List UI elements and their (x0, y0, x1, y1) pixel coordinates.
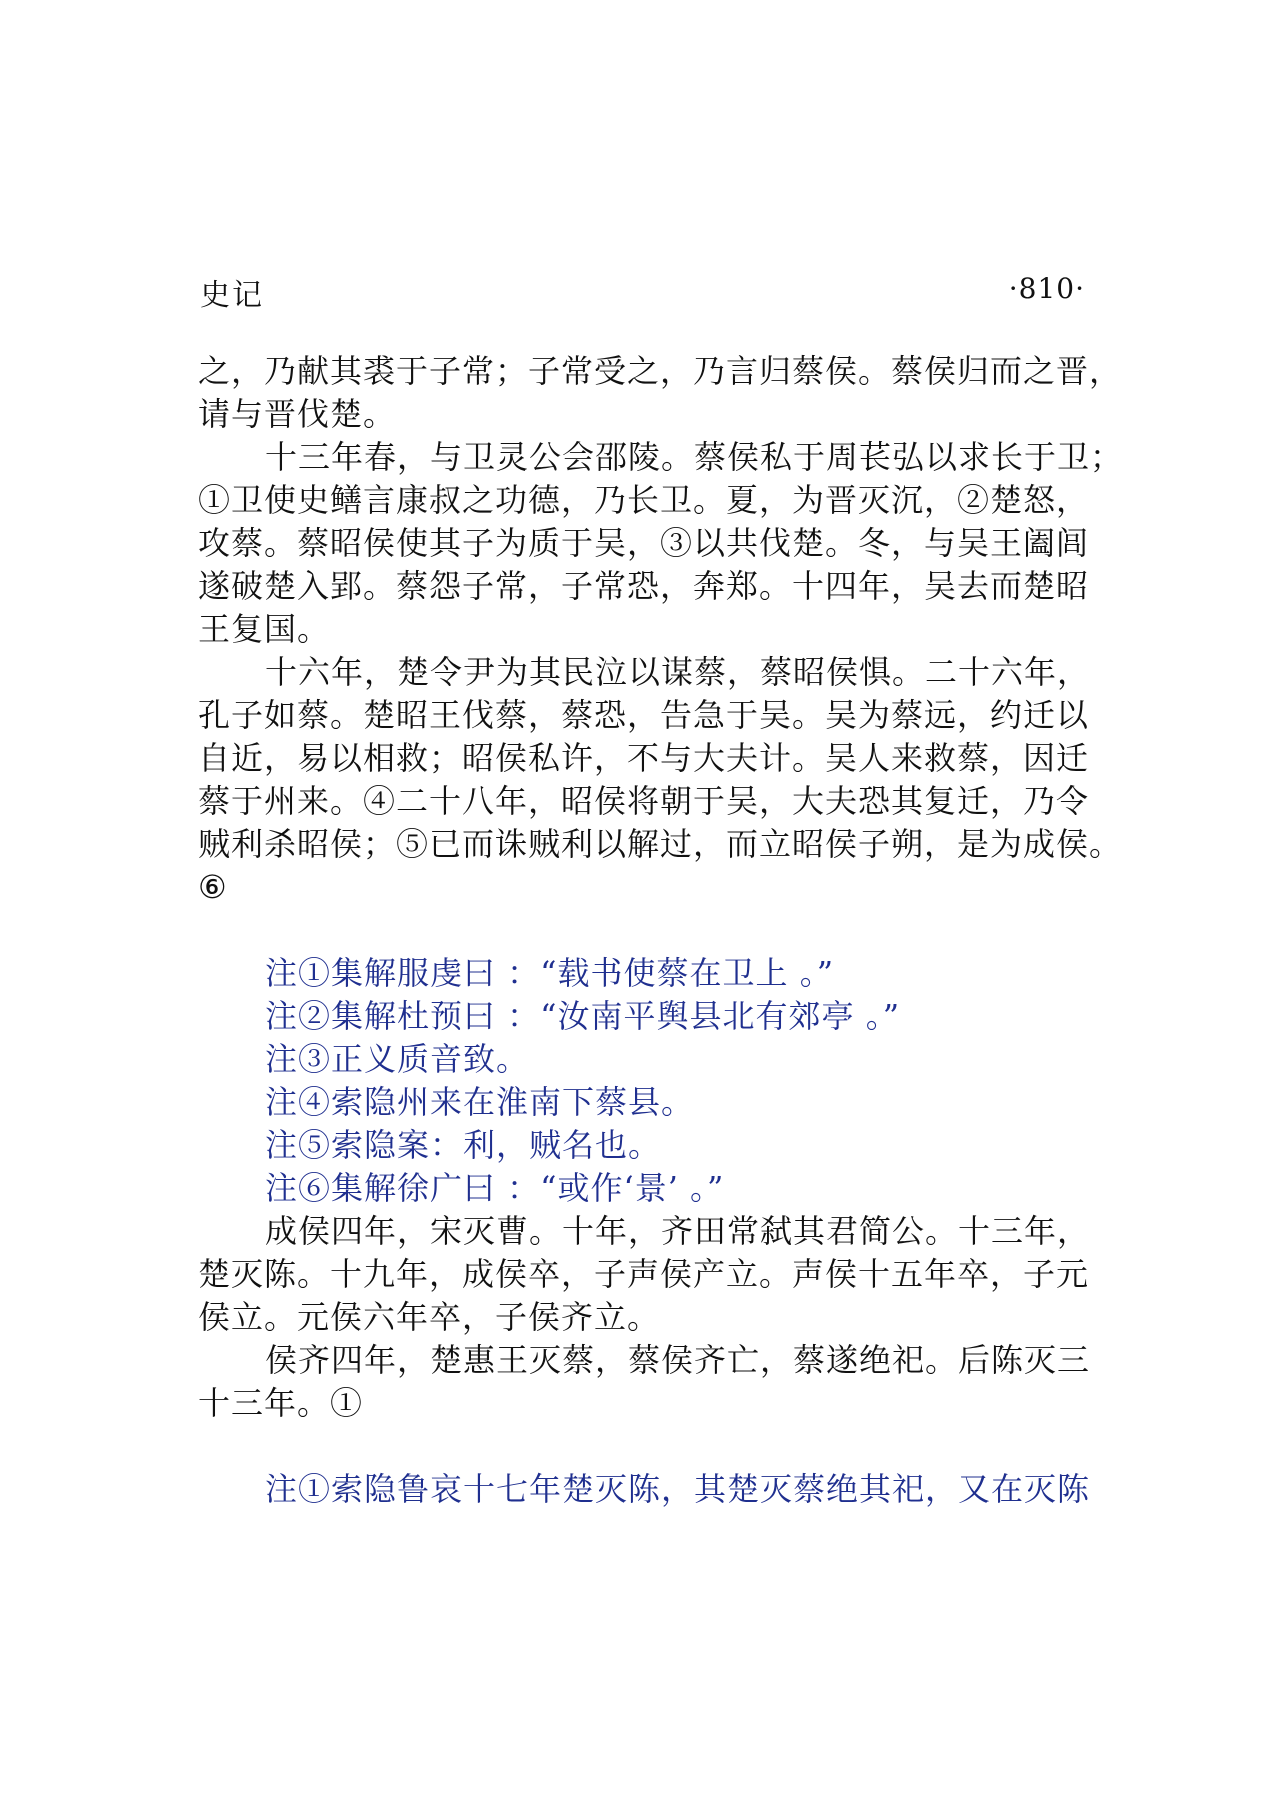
page-number: ·810· (1008, 272, 1085, 305)
annotation-line: 注④索隐州来在淮南下蔡县。 (265, 1083, 695, 1121)
text-line: 自近，易以相救；昭侯私许，不与大夫计。吴人来救蔡，因迁 (198, 739, 1090, 777)
annotation-line: 注⑤索隐案：利，贼名也。 (265, 1126, 662, 1164)
text-line: 十三年。① (198, 1384, 364, 1422)
annotation-line: 注⑥集解徐广曰 ：“或作‘景’ 。” (265, 1169, 725, 1207)
page-body (198, 350, 1124, 1511)
text-line: 十三年春，与卫灵公会邵陵。蔡侯私于周苌弘以求长于卫； (265, 438, 1124, 476)
text-line: 王复国。 (198, 610, 331, 648)
paragraph-gap (198, 1425, 1088, 1468)
text-line: ⑥ (198, 868, 228, 906)
annotation-line: 注②集解杜预曰 ：“汝南平舆县北有郊亭 。” (265, 997, 901, 1035)
text-line: 侯齐四年，楚惠王灭蔡，蔡侯齐亡，蔡遂绝祀。后陈灭三 (265, 1341, 1091, 1379)
text-line: 楚灭陈。十九年，成侯卒，子声侯产立。声侯十五年卒，子元 (198, 1255, 1090, 1293)
text-line: 蔡于州来。④二十八年，昭侯将朝于吴，大夫恐其复迁，乃令 (198, 782, 1090, 820)
text-line: 攻蔡。蔡昭侯使其子为质于吴，③以共伐楚。冬，与吴王阖闾 (198, 524, 1090, 562)
page-header (200, 270, 1085, 313)
annotation-line: 注③正义质音致。 (265, 1040, 530, 1078)
text-line: 请与晋伐楚。 (198, 395, 397, 433)
annotation-line: 注①集解服虔曰 ：“载书使蔡在卫上 。” (265, 954, 835, 992)
text-line: 十六年，楚令尹为其民泣以谋蔡，蔡昭侯惧。二十六年， (265, 653, 1091, 691)
text-line: 之，乃献其裘于子常；子常受之，乃言归蔡侯。蔡侯归而之晋， (198, 352, 1123, 390)
annotation-line: 注①索隐鲁哀十七年楚灭陈，其楚灭蔡绝其祀，又在灭陈 (265, 1470, 1091, 1508)
text-line: 贼利杀昭侯；⑤已而诛贼利以解过，而立昭侯子朔，是为成侯。 (198, 825, 1123, 863)
paragraph-gap (198, 909, 1088, 952)
text-line: 成侯四年，宋灭曹。十年，齐田常弑其君简公。十三年， (265, 1212, 1091, 1250)
text-line: 侯立。元侯六年卒，子侯齐立。 (198, 1298, 661, 1336)
text-line: 遂破楚入郢。蔡怨子常，子常恐，奔郑。十四年，吴去而楚昭 (198, 567, 1090, 605)
text-line: ①卫使史鳝言康叔之功德，乃长卫。夏，为晋灭沉，②楚怒， (198, 481, 1090, 519)
text-line: 孔子如蔡。楚昭王伐蔡，蔡恐，告急于吴。吴为蔡远，约迁以 (198, 696, 1090, 734)
book-title: 史记 (200, 278, 264, 313)
